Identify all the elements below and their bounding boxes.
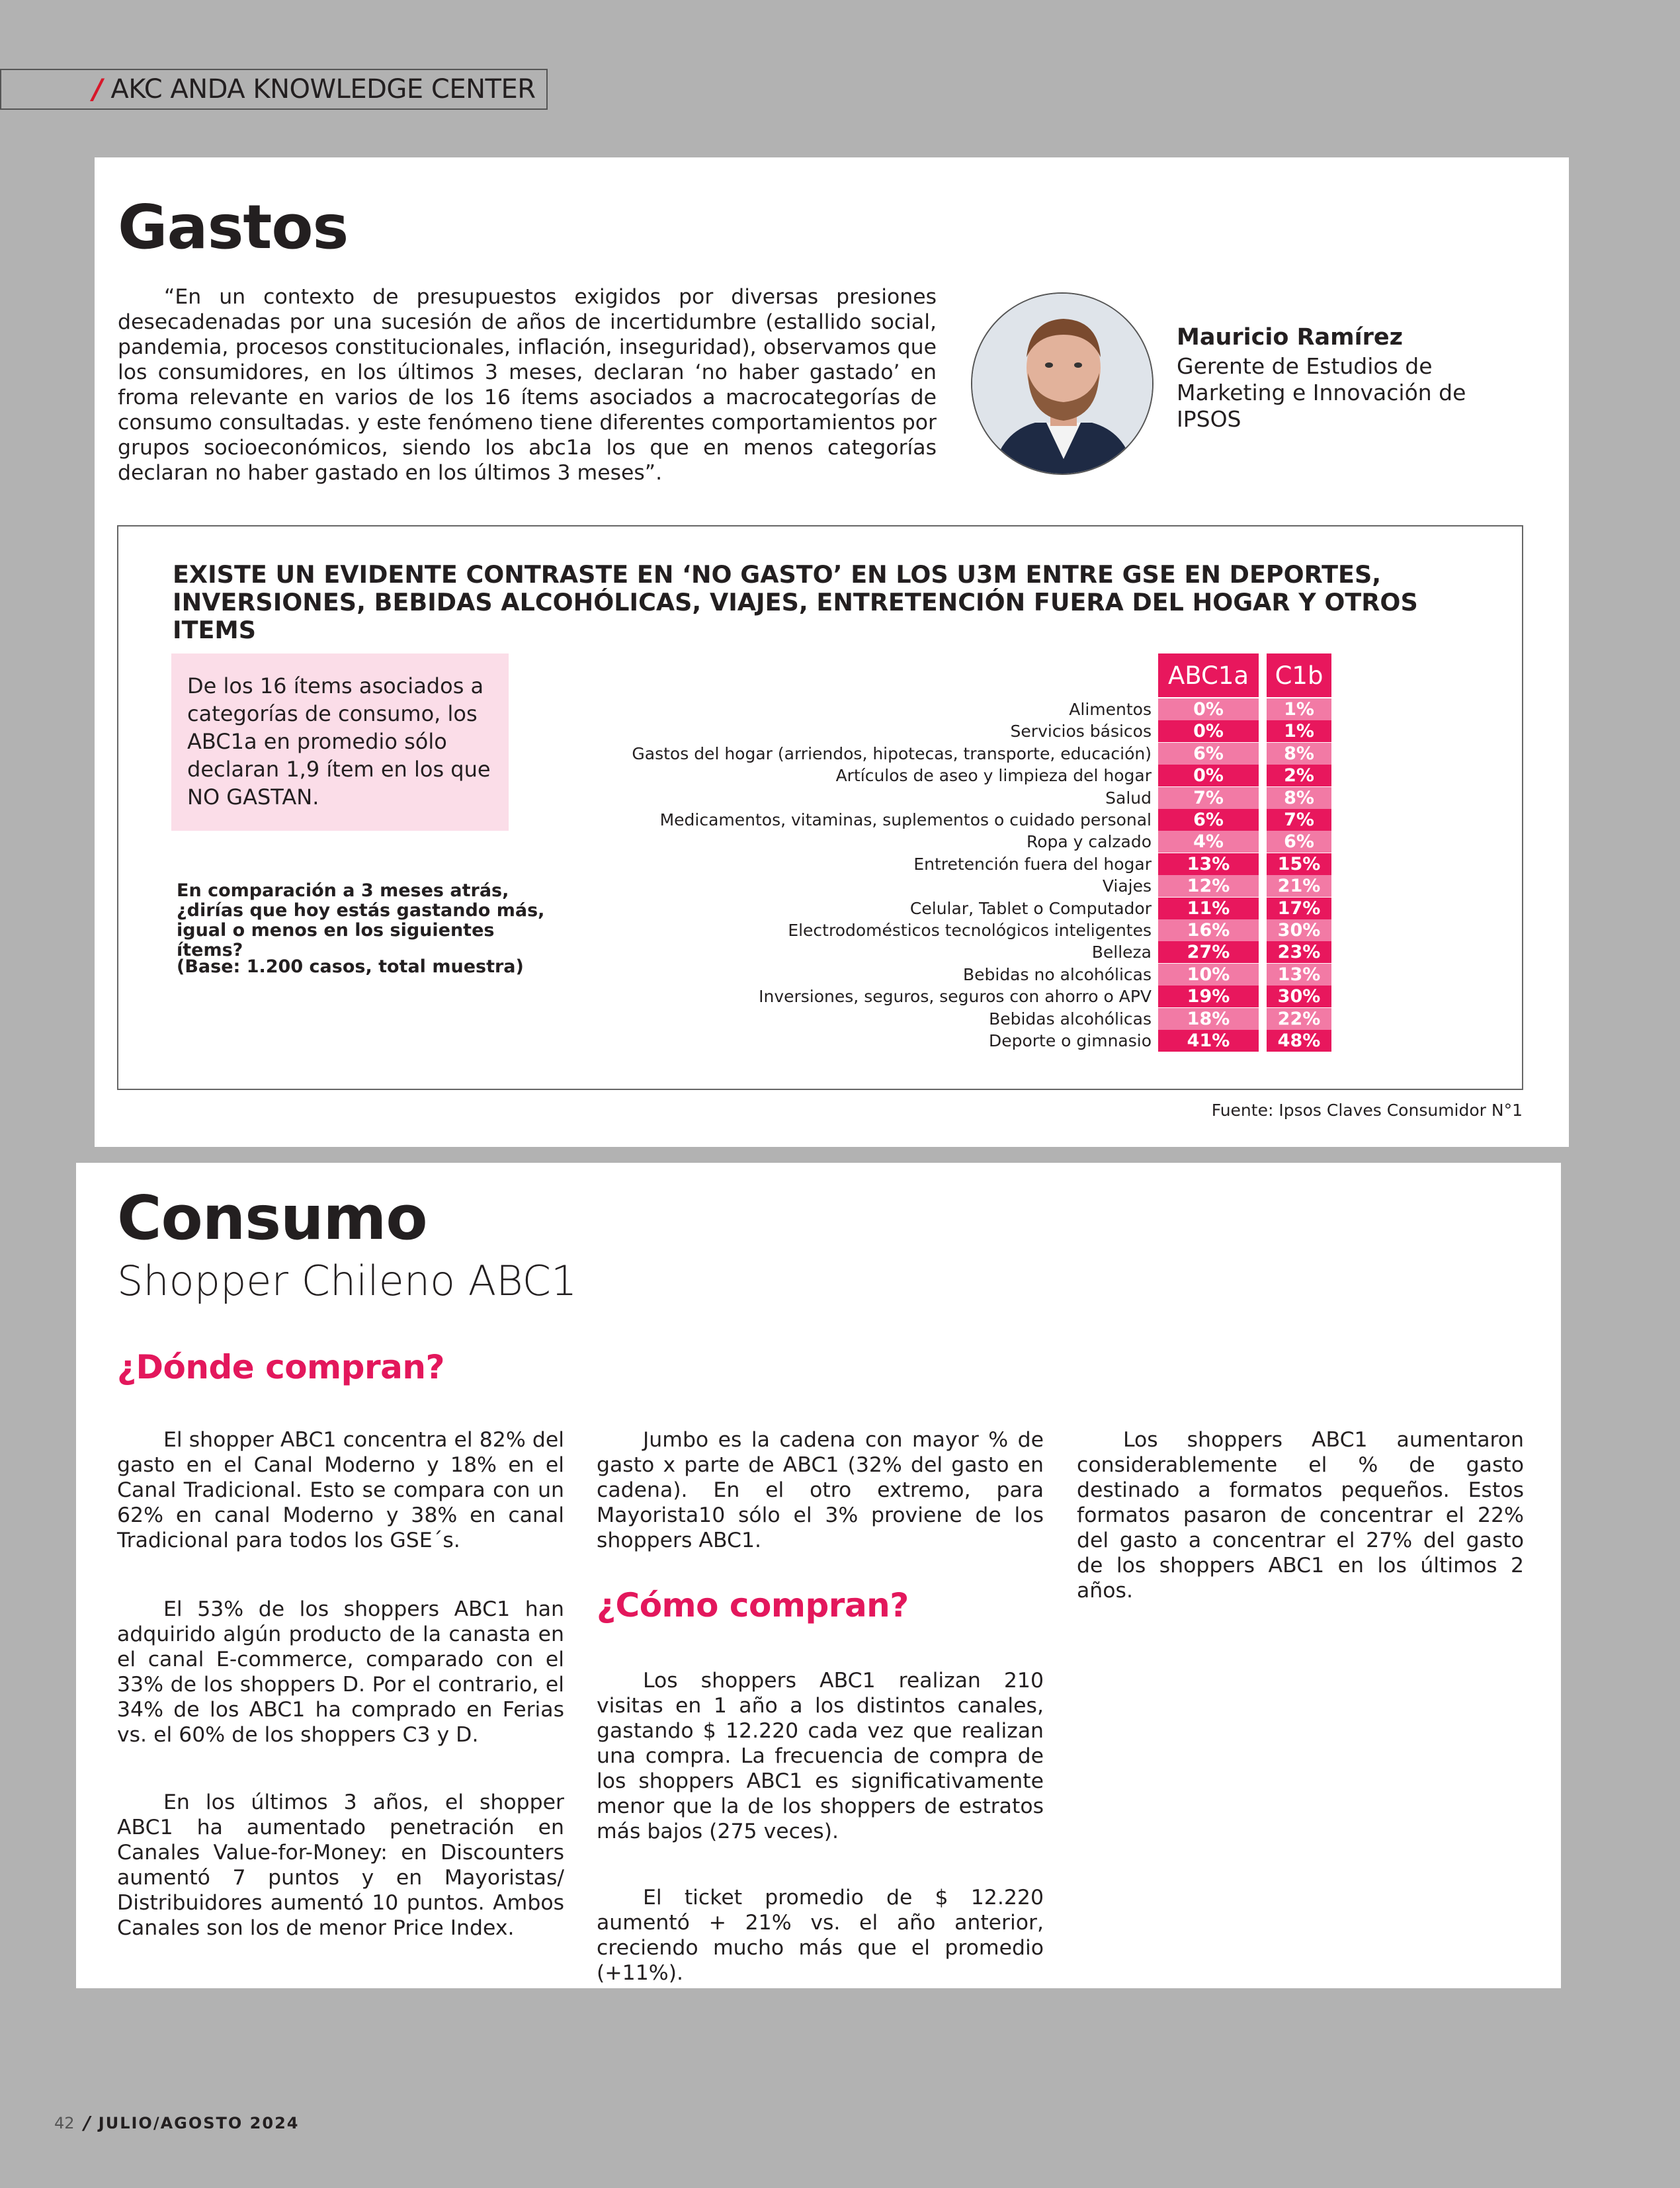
table-cell: 7% xyxy=(1267,809,1331,831)
table-cell: 12% xyxy=(1158,875,1259,897)
table-cell: 7% xyxy=(1158,787,1259,809)
table-cell: 1% xyxy=(1267,698,1331,720)
table-cell: 27% xyxy=(1158,941,1259,963)
no-gasto-chart-box xyxy=(117,525,1523,1090)
survey-question: En comparación a 3 meses atrás, ¿dirías que hoy estás gastando más, igual o menos en los siguientes ítems? xyxy=(177,880,545,960)
col1-paragraph-1: El shopper ABC1 concentra el 82% del gasto en el Canal Moderno y 18% en el Canal Tradicional. Esto se compara con un 62% en canal Moderno y 38% en canal Tradicional para todos los GSE´s. xyxy=(117,1428,564,1552)
table-cell: 1% xyxy=(1267,720,1331,742)
gastos-panel xyxy=(95,157,1569,1147)
col2-paragraph-2: Los shoppers ABC1 realizan 210 visitas en 1 año a los distintos canales, gastando $ 12.220 cada vez que realizan una compra. La frecuencia de compra de los shoppers ABC1 es significativamente menor que la de los shoppers de estratos más bajos (275 veces). xyxy=(597,1669,1044,1843)
table-cell: 17% xyxy=(1267,898,1331,919)
table-cell: 41% xyxy=(1158,1030,1259,1052)
consumo-panel xyxy=(76,1163,1561,1988)
table-cell: 6% xyxy=(1267,831,1331,853)
source-note: Fuente: Ipsos Claves Consumidor N°1 xyxy=(1211,1101,1523,1120)
table-cell: 8% xyxy=(1267,787,1331,809)
table-cell: 2% xyxy=(1267,765,1331,786)
table-row-label: Salud xyxy=(1105,788,1152,808)
table-row-label: Electrodomésticos tecnológicos inteligentes xyxy=(788,921,1152,940)
table-cell: 8% xyxy=(1267,743,1331,765)
table-row-label: Ropa y calzado xyxy=(1026,832,1152,852)
table-row-label: Belleza xyxy=(1091,943,1152,962)
publication-tag xyxy=(0,69,548,110)
table-row-label: Alimentos xyxy=(1069,700,1152,719)
table-row-label: Bebidas alcohólicas xyxy=(989,1009,1152,1029)
highlight-note: De los 16 ítems asociados a categorías de consumo, los ABC1a en promedio sólo declaran 1,9 ítem en los que NO GASTAN. xyxy=(171,653,509,831)
slash-icon: / xyxy=(93,73,103,105)
chart-heading: EXISTE UN EVIDENTE CONTRASTE EN ‘NO GASTO’ EN LOS U3M ENTRE GSE EN DEPORTES, INVERSIONES, BEBIDAS ALCOHÓLICAS, VIAJES, ENTRETENCIÓN FUERA DEL HOGAR Y OTROS ITEMS xyxy=(173,560,1418,644)
table-cell: 6% xyxy=(1158,743,1259,765)
sample-base: (Base: 1.200 casos, total muestra) xyxy=(177,956,524,977)
col1-paragraph-3: En los últimos 3 años, el shopper ABC1 ha aumentado penetración en Canales Value-for-Money: en Discounters aumentó 7 puntos y en Mayoristas/ Distribuidores aumentó 10 puntos. Ambos Canales son los de menor Price Index. xyxy=(117,1790,564,1940)
publication-name: AKC ANDA KNOWLEDGE CENTER xyxy=(110,74,536,105)
person-name: Mauricio Ramírez xyxy=(1177,324,1404,351)
consumo-subtitle: Shopper Chileno ABC1 xyxy=(117,1257,577,1305)
table-row-label: Celular, Tablet o Computador xyxy=(909,898,1152,918)
portrait-image xyxy=(972,294,1154,475)
table-cell: 11% xyxy=(1158,898,1259,919)
table-row-label: Viajes xyxy=(1102,876,1152,896)
table-row-label: Medicamentos, vitaminas, suplementos o cuidado personal xyxy=(659,810,1152,829)
table-cell: 0% xyxy=(1158,720,1259,742)
table-cell: 15% xyxy=(1267,853,1331,875)
col2-paragraph-1: Jumbo es la cadena con mayor % de gasto x parte de ABC1 (32% del gasto en cadena). En el otro extremo, para Mayorista10 sólo el 3% proviene de los shoppers ABC1. xyxy=(597,1428,1044,1552)
table-cell: 22% xyxy=(1267,1008,1331,1030)
table-cell: 30% xyxy=(1267,919,1331,941)
col3-paragraph-1: Los shoppers ABC1 aumentaron considerablemente el % de gasto destinado a formatos pequeños. Estos formatos pasaron de concentrar el 22% del gasto a concentrar el 27% del gasto de los shoppers ABC1 en los últimos 2 años. xyxy=(1077,1428,1524,1603)
table-row-label: Deporte o gimnasio xyxy=(988,1031,1152,1050)
table-row-label: Gastos del hogar (arriendos, hipotecas, transporte, educación) xyxy=(632,743,1152,763)
page-footer xyxy=(54,2114,299,2132)
avatar xyxy=(971,292,1154,475)
table-column-header: C1b xyxy=(1267,653,1331,697)
table-row-label: Entretención fuera del hogar xyxy=(913,854,1152,874)
person-role: Gerente de Estudios de Marketing e Innovación de IPSOS xyxy=(1177,353,1466,432)
table-cell: 19% xyxy=(1158,986,1259,1007)
table-cell: 0% xyxy=(1158,698,1259,720)
table-cell: 30% xyxy=(1267,986,1331,1007)
table-cell: 10% xyxy=(1158,964,1259,986)
table-cell: 18% xyxy=(1158,1008,1259,1030)
donde-compran-heading: ¿Dónde compran? xyxy=(117,1348,444,1386)
como-compran-heading: ¿Cómo compran? xyxy=(597,1586,909,1624)
table-row-label: Inversiones, seguros, seguros con ahorro o APV xyxy=(759,987,1152,1007)
col1-paragraph-2: El 53% de los shoppers ABC1 han adquirido algún producto de la canasta en el canal E-commerce, comparado con el 33% de los shoppers D. Por el contrario, el 34% de los ABC1 ha comprado en Ferias vs. el 60% de los shoppers C3 y D. xyxy=(117,1597,564,1747)
table-cell: 4% xyxy=(1158,831,1259,853)
table-row-label: Artículos de aseo y limpieza del hogar xyxy=(835,766,1152,786)
table-cell: 0% xyxy=(1158,765,1259,786)
col2-paragraph-3: El ticket promedio de $ 12.220 aumentó + 21% vs. el año anterior, creciendo mucho más que el promedio (+11%). xyxy=(597,1886,1044,1985)
consumo-title: Consumo xyxy=(117,1183,427,1253)
table-cell: 13% xyxy=(1158,853,1259,875)
table-cell: 6% xyxy=(1158,809,1259,831)
issue-date: JULIO/AGOSTO 2024 xyxy=(98,2114,300,2132)
table-row-label: Bebidas no alcohólicas xyxy=(962,964,1152,984)
table-column-header: ABC1a xyxy=(1158,653,1259,697)
table-cell: 48% xyxy=(1267,1030,1331,1052)
table-cell: 16% xyxy=(1158,919,1259,941)
gastos-quote: “En un contexto de presupuestos exigidos por diversas presiones desecadenadas por una sucesión de años de incertidumbre (estallido social, pandemia, procesos constitucionales, inflación, inseguridad), observamos que los consumidores, en los últimos 3 meses, declaran ‘no haber gastado’ en froma relevante en varios de los 16 ítems asociados a macrocategorías de consumo consultadas. y este fenómeno tiene diferentes comportamientos por grupos socioeconómicos, siendo los abc1a los que en menos categorías declaran no haber gastado en los últimos 3 meses”. xyxy=(118,285,937,485)
table-cell: 23% xyxy=(1267,941,1331,963)
table-cell: 13% xyxy=(1267,964,1331,986)
table-cell: 21% xyxy=(1267,875,1331,897)
table-row-label: Servicios básicos xyxy=(1010,722,1152,741)
page-number: 42 xyxy=(54,2114,75,2132)
slash-icon: / xyxy=(83,2112,91,2134)
gastos-title: Gastos xyxy=(118,192,349,263)
